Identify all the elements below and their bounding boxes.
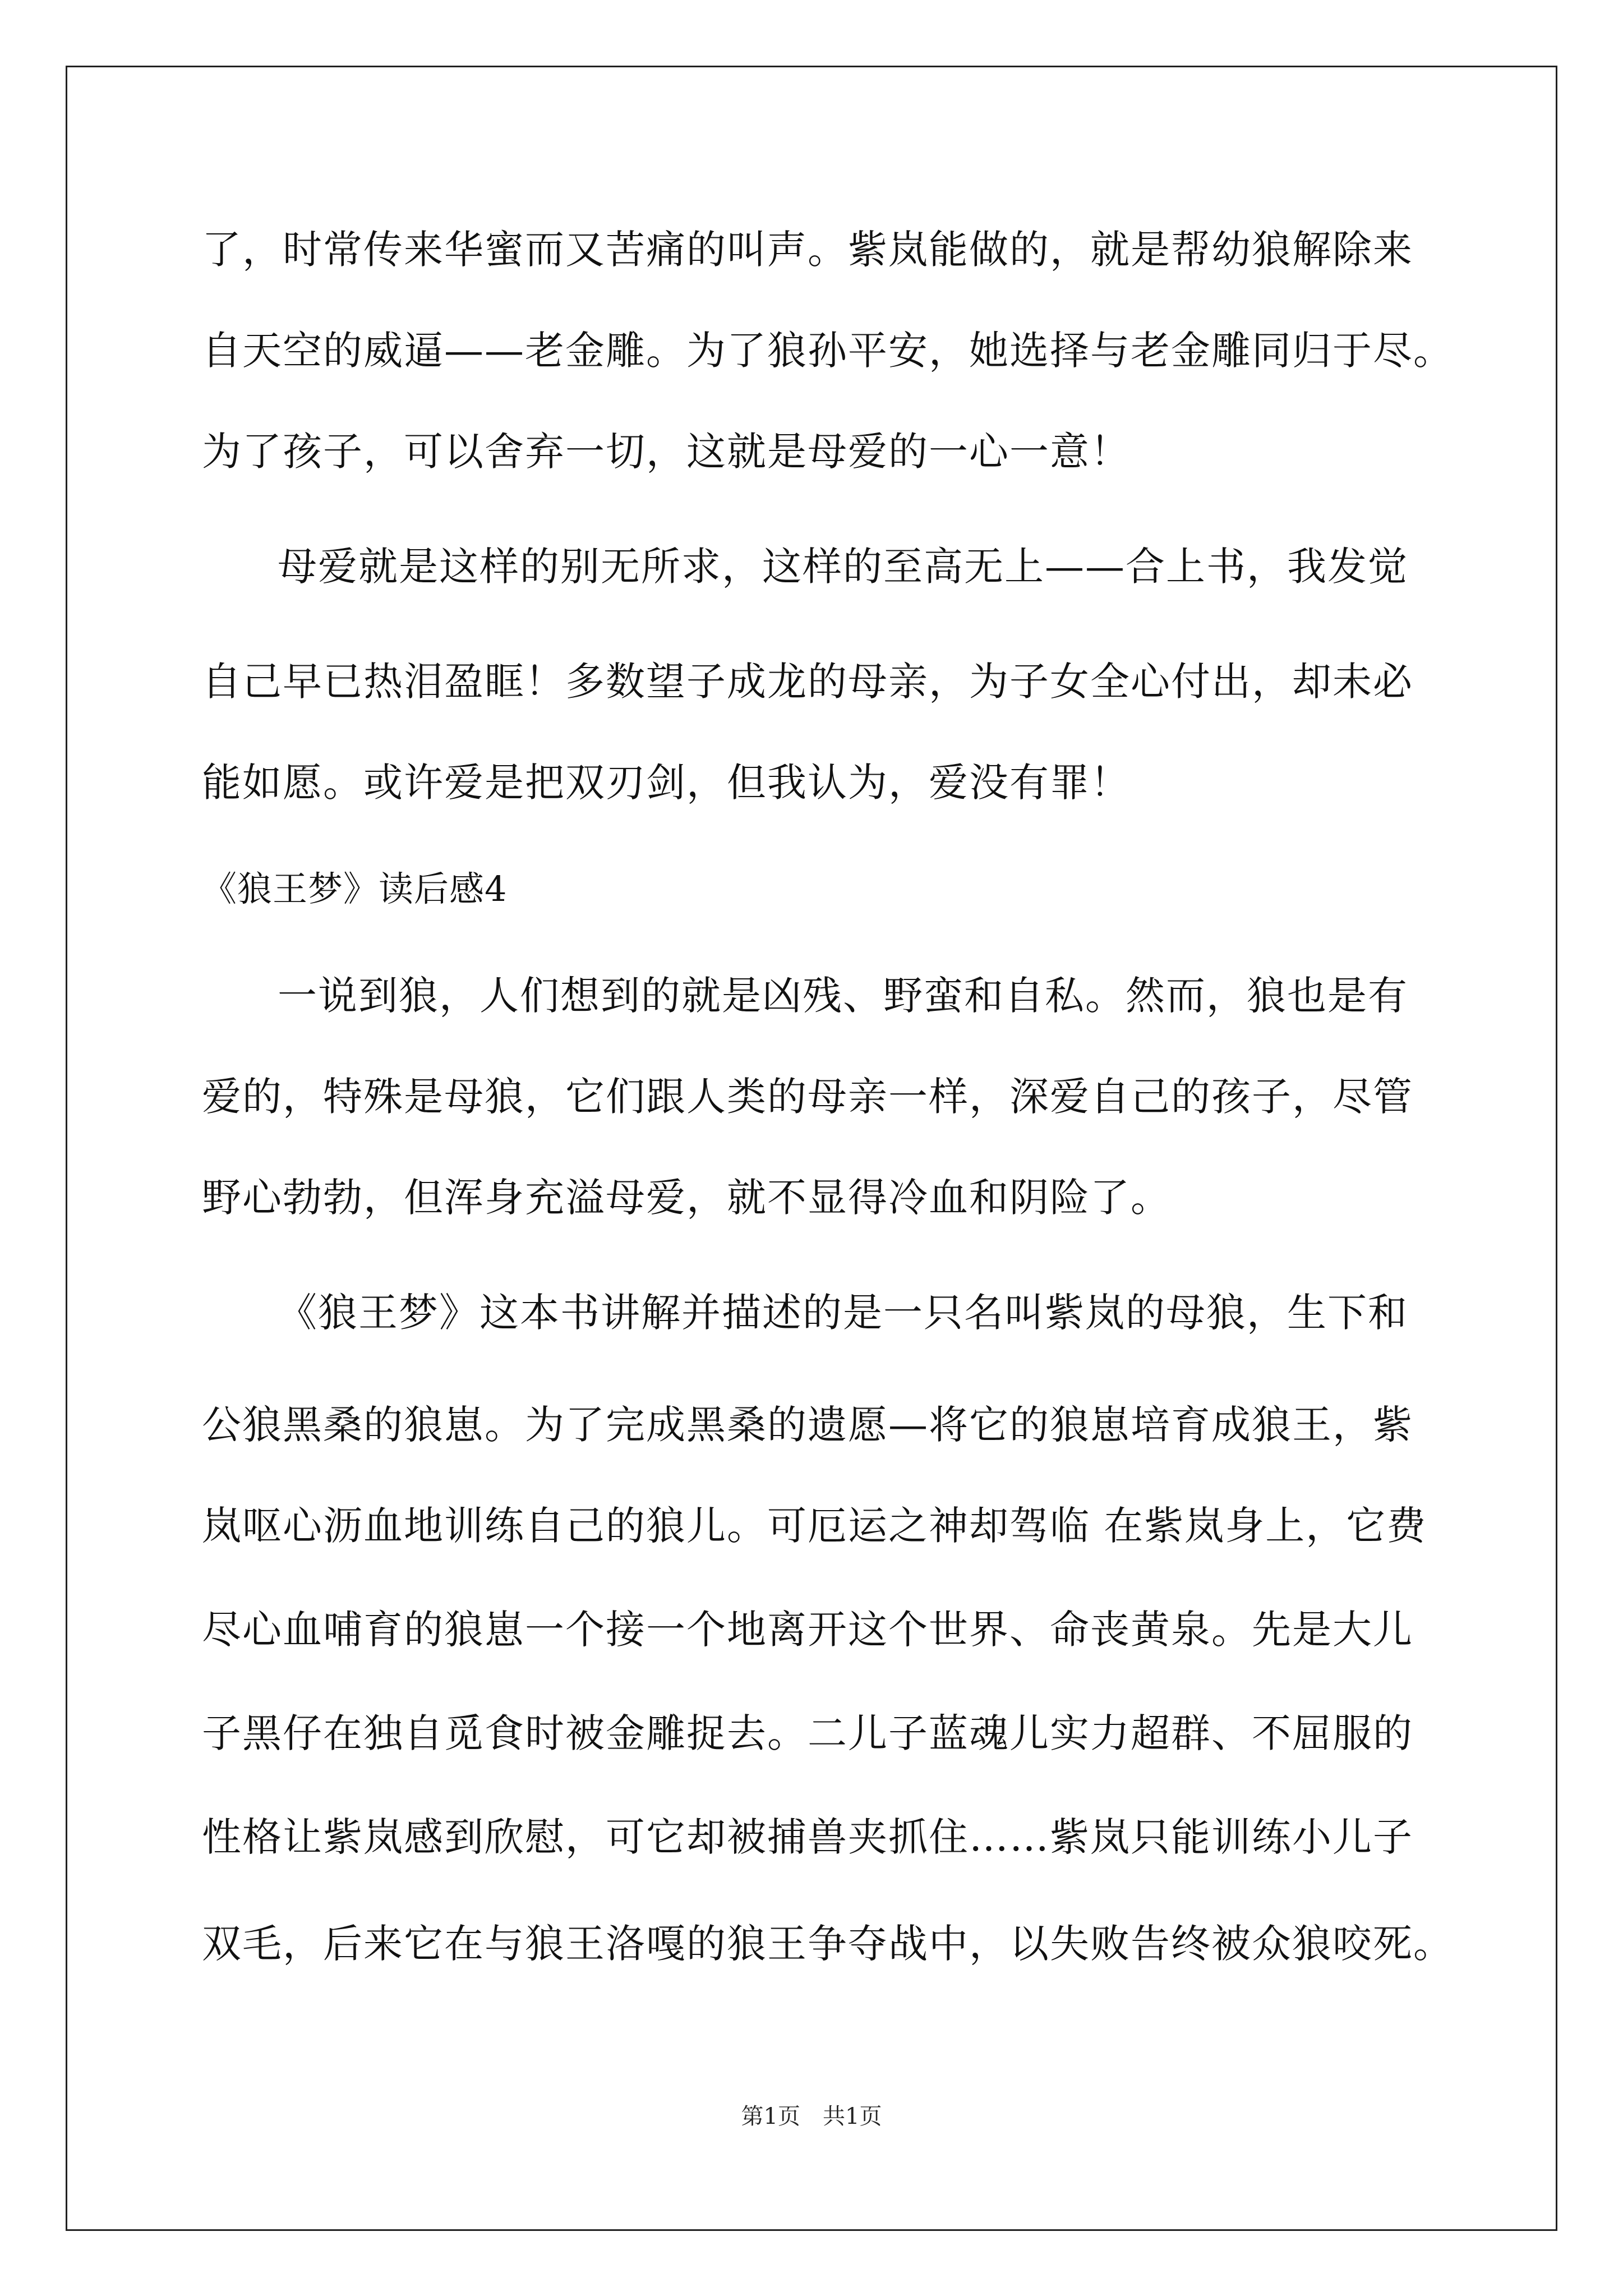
body-line: 自天空的威逼——老金雕。为了狼孙平安，她选择与老金雕同归于尽。 (202, 328, 1454, 374)
paragraph-start-line: 《狼王梦》这本书讲解并描述的是一只名叫紫岚的母狼，生下和 (278, 1290, 1408, 1336)
section-title: 《狼王梦》读后感4 (202, 868, 508, 909)
body-line: 爱的，特殊是母狼，它们跟人类的母亲一样，深爱自己的孩子，尽管 (202, 1074, 1413, 1120)
paragraph-start-line: 一说到狼，人们想到的就是凶残、野蛮和自私。然而，狼也是有 (278, 973, 1408, 1019)
body-line: 了，时常传来华蜜而又苦痛的叫声。紫岚能做的，就是帮幼狼解除来 (202, 227, 1413, 273)
body-line: 性格让紫岚感到欣慰，可它却被捕兽夹抓住……紫岚只能训练小儿子 (202, 1814, 1413, 1860)
page-footer: 第1页 共1页 (741, 2104, 882, 2129)
body-line: 公狼黑桑的狼崽。为了完成黑桑的遗愿—将它的狼崽培育成狼王，紫 (202, 1402, 1413, 1448)
body-line: 双毛，后来它在与狼王洛嘎的狼王争夺战中，以失败告终被众狼咬死。 (202, 1921, 1454, 1967)
body-line: 岚呕心沥血地训练自己的狼儿。可厄运之神却驾临 在紫岚身上，它费 (202, 1503, 1427, 1549)
body-line: 野心勃勃，但浑身充溢母爱，就不显得冷血和阴险了。 (202, 1175, 1171, 1221)
body-line: 为了孩子，可以舍弃一切，这就是母爱的一心一意！ (202, 429, 1131, 475)
body-line: 自己早已热泪盈眶！多数望子成龙的母亲，为子女全心付出，却未必 (202, 659, 1413, 705)
body-line: 能如愿。或许爱是把双刃剑，但我认为，爱没有罪！ (202, 760, 1131, 806)
page-border (66, 66, 1557, 2231)
body-line: 子黑仔在独自觅食时被金雕捉去。二儿子蓝魂儿实力超群、不屈服的 (202, 1710, 1413, 1756)
body-line: 尽心血哺育的狼崽一个接一个地离开这个世界、命丧黄泉。先是大儿 (202, 1607, 1413, 1653)
paragraph-start-line: 母爱就是这样的别无所求，这样的至高无上——合上书，我发觉 (278, 544, 1408, 590)
